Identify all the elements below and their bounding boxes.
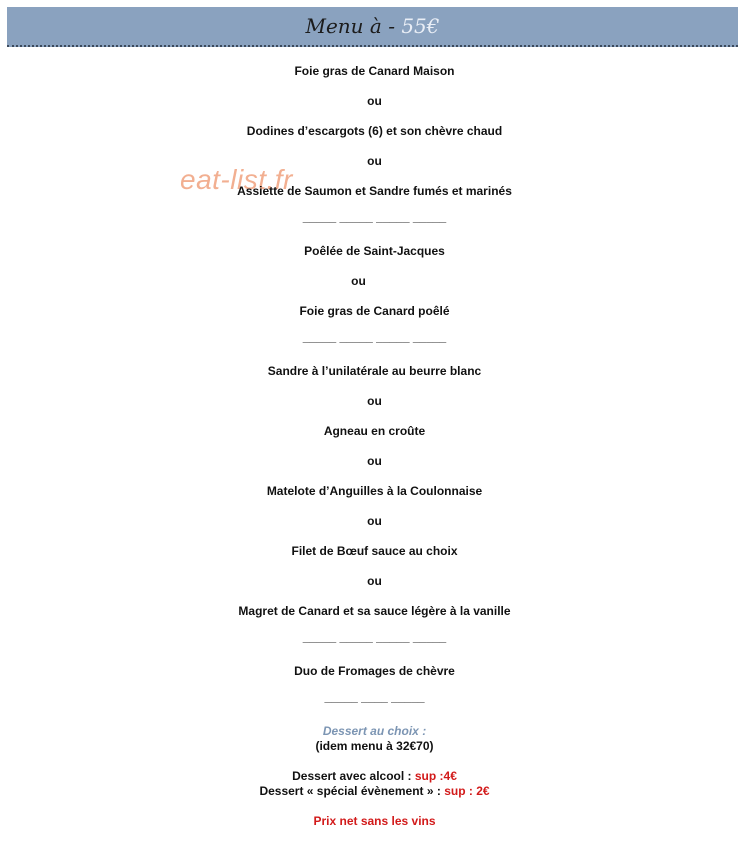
poisson-or-1: ou [351,274,366,288]
dessert-special-sup: sup : 2€ [444,784,490,798]
plat-or-2: ou [367,454,382,468]
separator-4: _____ ____ _____ [324,690,425,704]
dessert-alcool [0,769,749,783]
dessert-special [0,784,749,798]
fromage-item-1: Duo de Fromages de chèvre [294,664,455,678]
poisson-item-1: Poêlée de Saint-Jacques [304,244,445,258]
plat-item-3: Matelote d’Anguilles à la Coulonnaise [266,484,483,498]
dessert-note: (idem menu à 32€70) [315,739,434,753]
entree-item-2: Dodines d’escargots (6) et son chèvre chaud [246,124,503,138]
menu-title: Menu à - [305,14,402,38]
entree-or-1: ou [367,94,382,108]
footer-note: Prix net sans les vins [313,814,436,828]
plat-item-1: Sandre à l’unilatérale au beurre blanc [267,364,482,378]
plat-item-2: Agneau en croûte [323,424,426,438]
dessert-alcool-label: Dessert avec alcool : [292,769,415,783]
separator-1: _____ _____ _____ _____ [302,210,447,224]
menu-header [7,7,738,47]
dessert-special-label: Dessert « spécial évènement » : [259,784,445,798]
entree-item-3: Assiette de Saumon et Sandre fumés et marinés [237,184,512,198]
plat-or-1: ou [367,394,382,408]
dessert-title: Dessert au choix : [322,724,427,738]
plat-item-5: Magret de Canard et sa sauce légère à la vanille [238,604,511,618]
entree-or-2: ou [367,154,382,168]
separator-3: _____ _____ _____ _____ [302,630,447,644]
separator-2: _____ _____ _____ _____ [302,330,447,344]
menu-price: 55€ [401,14,440,38]
plat-or-3: ou [367,514,382,528]
watermark: eat-list.fr [180,164,293,195]
plat-item-4: Filet de Bœuf sauce au choix [291,544,458,558]
entree-item-1: Foie gras de Canard Maison [294,64,455,78]
poisson-item-2: Foie gras de Canard poêlé [299,304,450,318]
plat-or-4: ou [367,574,382,588]
dessert-alcool-sup: sup :4€ [414,769,457,783]
